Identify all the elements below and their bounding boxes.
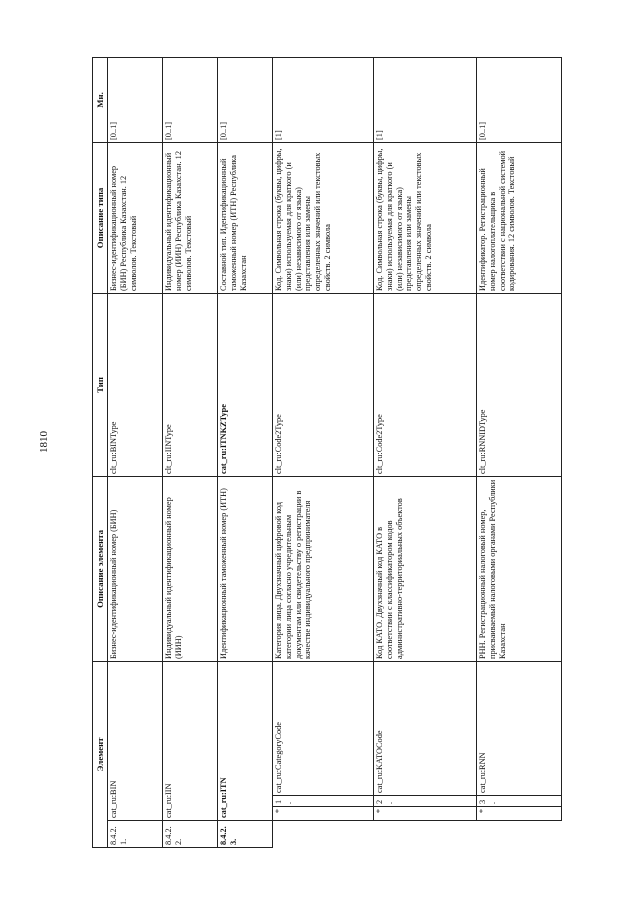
element-name: cat_ru:IIN [163,661,218,820]
row-number: 8.4.2.3. [218,821,273,848]
element-description: Код КАТО. Двухзначный код КАТО в соответствии с классификатором кодов административно-территориальных объектов [374,476,477,661]
element-description: Идентификационный таможенный номер (ИТН) [218,476,273,661]
multiplicity: [0..1] [163,57,218,142]
element-type: clt_ru:Code2Type [374,293,477,476]
header-description: Описание элемента [93,476,108,661]
table-subrow [477,57,562,847]
element-type: clt_ru:BINType [108,293,163,476]
element-name: cat_ru:BIN [108,661,163,820]
row-number: 8.4.2.2. [163,821,218,848]
subrow-marker: * [273,807,374,821]
header-type: Тип [93,293,108,476]
header-row [93,57,108,847]
type-description: Составной тип. Идентификационный таможенный номер (ИТН) Республика Казахстан [218,142,273,293]
type-description: Бизнес-идентификационный номер (БИН) Республика Казахстан. 12 символов. Текстовый [108,142,163,293]
element-description: Бизнес-идентификационный номер (БИН) [108,476,163,661]
multiplicity: [1] [273,57,374,142]
header-multiplicity: Мн. [93,57,108,142]
multiplicity: [0..1] [218,57,273,142]
element-type: clt_ru:RNNIDType [477,293,562,476]
header-element: Элемент [93,661,108,847]
element-name: cat_ru:ITN [218,661,273,820]
subrow-number: 2. [374,796,477,807]
element-type: clt_ru:Code2Type [273,293,374,476]
table-subrow [273,57,374,847]
multiplicity: [1] [374,57,477,142]
subrow-marker: * [477,807,562,821]
element-name: cat_ru:RNN [477,661,562,795]
indent-cell [477,821,562,848]
table-row [218,57,273,847]
element-type: cat_ru:ITNKZType [218,293,273,476]
multiplicity: [0..1] [108,57,163,142]
indent-cell [273,821,374,848]
element-description: Индивидуальный идентификационный номер (ИИН) [163,476,218,661]
subrow-marker: * [374,807,477,821]
subrow-number: 3. [477,796,562,807]
element-description: Категория лица. Двухзначный цифровой код категории лица согласно учредительным документам или свидетельству о регистрации в качестве индивидуального предпринимателя [273,476,374,661]
table-row [163,57,218,847]
type-description: Идентификатор. Регистрационный номер налогоплательщика в соответствии с национальной системой кодирования. 12 символов. Текстовый [477,142,562,293]
page-number: 1810 [38,431,50,453]
row-number: 8.4.2.1. [108,821,163,848]
rotated-table-container [92,58,540,848]
element-type: clt_ru:IINType [163,293,218,476]
subrow-number: 1. [273,796,374,807]
header-type-description: Описание типа [93,142,108,293]
type-description: Индивидуальный идентификационный номер (ИИН) Республика Казахстан. 12 символов. Текстовый [163,142,218,293]
type-description: Код. Символьная строка (буквы, цифры, знаки) используемая для краткого (и (или) независимого от языка) представления или замены определенных значений или текстовых свойств. 2 символа [273,142,374,293]
table-row [108,57,163,847]
element-name: cat_ru:KATOCode [374,661,477,795]
element-name: cat_ru:CategoryCode [273,661,374,795]
table-subrow [374,57,477,847]
elements-table [92,57,562,848]
indent-cell [374,821,477,848]
multiplicity: [0..1] [477,57,562,142]
type-description: Код. Символьная строка (буквы, цифры, знаки) используемая для краткого (и (или) независимого от языка) представления или замены определенных значений или текстовых свойств. 2 символа [374,142,477,293]
element-description: РНН. Регистрационный налоговый номер, присваиваемый налоговыми органами Республики Казахстан [477,476,562,661]
